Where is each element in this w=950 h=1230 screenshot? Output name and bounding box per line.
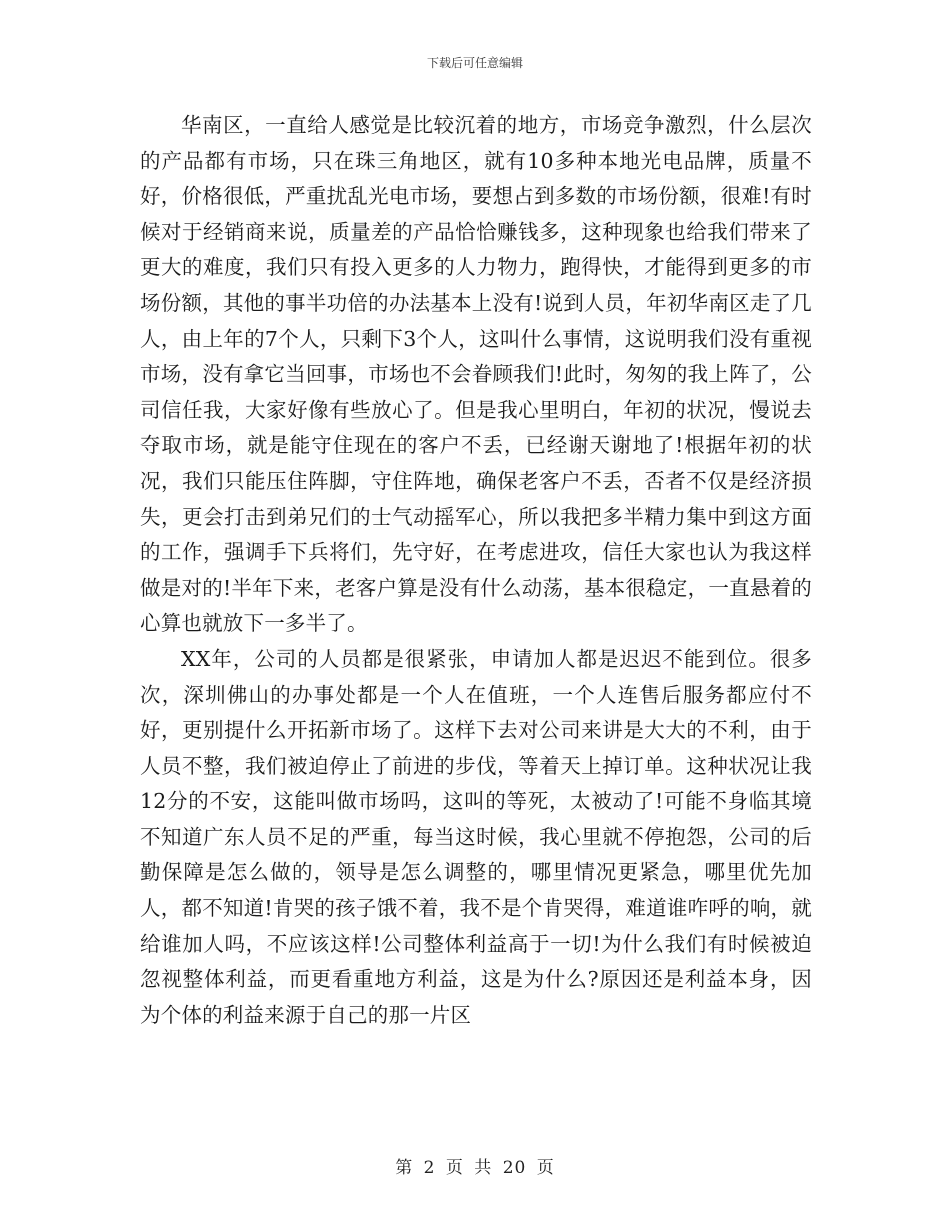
document-body bbox=[140, 108, 812, 1033]
footer-total-pages: 20 bbox=[502, 1158, 527, 1178]
paragraph-2: XX年，公司的人员都是很紧张，申请加人都是迟迟不能到位。很多次，深圳佛山的办事处都是一个人在值班，一个人连售后服务都应付不好，更别提什么开拓新市场了。这样下去对公司来讲是大大的不利，由于人员不整，我们被迫停止了前进的步伐，等着天上掉订单。这种状况让我12分的不安，这能叫做市场吗，这叫的等死，太被动了!可能不身临其境不知道广东人员不足的严重，每当这时候，我心里就不停抱怨，公司的后勤保障是怎么做的，领导是怎么调整的，哪里情况更紧急，哪里优先加人，都不知道!肯哭的孩子饿不着，我不是个肯哭得，难道谁咋呼的响，就给谁加人吗，不应该这样!公司整体利益高于一切!为什么我们有时候被迫忽视整体利益，而更看重地方利益，这是为什么?原因还是利益本身，因为个体的利益来源于自己的那一片区 bbox=[140, 646, 812, 1027]
header-note: 下载后可任意编辑 bbox=[426, 56, 523, 70]
footer-prefix: 第 bbox=[395, 1158, 414, 1178]
footer-current-page: 2 bbox=[423, 1158, 436, 1178]
footer-page-word: 页 bbox=[445, 1158, 464, 1178]
footer-total-word: 共 bbox=[474, 1158, 493, 1178]
paragraph-1: 华南区，一直给人感觉是比较沉着的地方，市场竞争激烈，什么层次的产品都有市场，只在珠三角地区，就有10多种本地光电品牌，质量不好，价格很低，严重扰乱光电市场，要想占到多数的市场份额，很难!有时候对于经销商来说，质量差的产品恰恰赚钱多，这种现象也给我们带来了更大的难度，我们只有投入更多的人力物力，跑得快，才能得到更多的市场份额，其他的事半功倍的办法基本上没有!说到人员，年初华南区走了几人，由上年的7个人，只剩下3个人，这叫什么事情，这说明我们没有重视市场，没有拿它当回事，市场也不会眷顾我们!此时，匆匆的我上阵了，公司信任我，大家好像有些放心了。但是我心里明白，年初的状况，慢说去夺取市场，就是能守住现在的客户不丢，已经谢天谢地了!根据年初的状况，我们只能压住阵脚，守住阵地，确保老客户不丢，否者不仅是经济损失，更会打击到弟兄们的士气动摇军心，所以我把多半精力集中到这方面的工作，强调手下兵将们，先守好，在考虑进攻，信任大家也认为我这样做是对的!半年下来，老客户算是没有什么动荡，基本很稳定，一直悬着的心算也就放下一多半了。 bbox=[140, 113, 812, 636]
page-number-footer bbox=[0, 1153, 950, 1178]
footer-suffix: 页 bbox=[536, 1158, 555, 1178]
